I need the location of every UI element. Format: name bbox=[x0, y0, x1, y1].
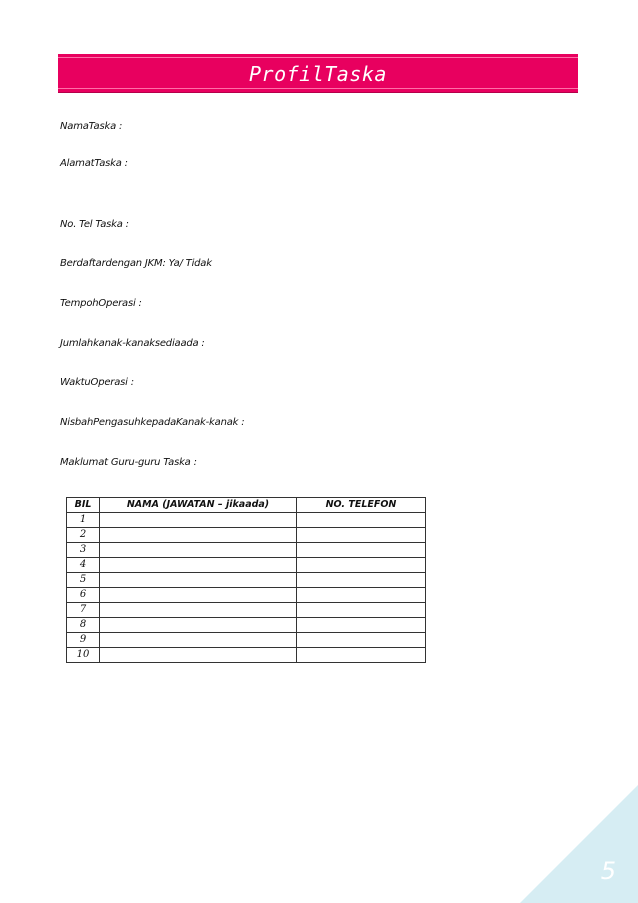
title-bar-bottom-rule bbox=[58, 88, 578, 89]
table-row bbox=[67, 513, 426, 528]
field-maklumat-guru: Maklumat Guru-guru Taska : bbox=[60, 457, 197, 468]
cell-nama[interactable] bbox=[100, 588, 297, 603]
cell-nama[interactable] bbox=[100, 648, 297, 663]
cell-telefon[interactable] bbox=[297, 528, 426, 543]
table-row bbox=[67, 543, 426, 558]
cell-nama[interactable] bbox=[100, 618, 297, 633]
teacher-table bbox=[66, 497, 426, 663]
title-bar bbox=[58, 54, 578, 93]
table-row bbox=[67, 588, 426, 603]
corner-decoration bbox=[520, 785, 638, 903]
cell-bil: 6 bbox=[67, 588, 100, 603]
cell-telefon[interactable] bbox=[297, 513, 426, 528]
cell-nama[interactable] bbox=[100, 528, 297, 543]
cell-nama[interactable] bbox=[100, 573, 297, 588]
cell-nama[interactable] bbox=[100, 558, 297, 573]
cell-telefon[interactable] bbox=[297, 633, 426, 648]
field-waktu-operasi: WaktuOperasi : bbox=[60, 377, 134, 388]
cell-bil: 2 bbox=[67, 528, 100, 543]
cell-nama[interactable] bbox=[100, 603, 297, 618]
cell-bil: 9 bbox=[67, 633, 100, 648]
table-row bbox=[67, 573, 426, 588]
cell-telefon[interactable] bbox=[297, 573, 426, 588]
cell-bil: 8 bbox=[67, 618, 100, 633]
table-row bbox=[67, 618, 426, 633]
cell-nama[interactable] bbox=[100, 543, 297, 558]
table-row bbox=[67, 528, 426, 543]
field-berdaftar-jkm: Berdaftardengan JKM: Ya/ Tidak bbox=[60, 258, 212, 269]
field-jumlah-kanak-kanak: Jumlahkanak-kanaksediaada : bbox=[60, 338, 205, 349]
cell-bil: 5 bbox=[67, 573, 100, 588]
header-nama: NAMA (JAWATAN – jikaada) bbox=[100, 498, 297, 513]
cell-bil: 7 bbox=[67, 603, 100, 618]
cell-bil: 1 bbox=[67, 513, 100, 528]
cell-bil: 3 bbox=[67, 543, 100, 558]
cell-telefon[interactable] bbox=[297, 558, 426, 573]
cell-bil: 10 bbox=[67, 648, 100, 663]
page-title: ProfilTaska bbox=[249, 62, 387, 86]
table-header-row bbox=[67, 498, 426, 513]
page-number: 5 bbox=[600, 857, 616, 885]
cell-telefon[interactable] bbox=[297, 648, 426, 663]
table-row bbox=[67, 603, 426, 618]
table-row bbox=[67, 558, 426, 573]
cell-telefon[interactable] bbox=[297, 603, 426, 618]
table-row bbox=[67, 648, 426, 663]
cell-telefon[interactable] bbox=[297, 618, 426, 633]
field-alamat-taska: AlamatTaska : bbox=[60, 158, 128, 169]
field-nisbah-pengasuh: NisbahPengasuhkepadaKanak-kanak : bbox=[60, 417, 245, 428]
cell-bil: 4 bbox=[67, 558, 100, 573]
header-no-telefon: NO. TELEFON bbox=[297, 498, 426, 513]
cell-telefon[interactable] bbox=[297, 543, 426, 558]
header-bil: BIL bbox=[67, 498, 100, 513]
cell-telefon[interactable] bbox=[297, 588, 426, 603]
cell-nama[interactable] bbox=[100, 513, 297, 528]
field-no-tel-taska: No. Tel Taska : bbox=[60, 219, 129, 230]
field-nama-taska: NamaTaska : bbox=[60, 121, 123, 132]
cell-nama[interactable] bbox=[100, 633, 297, 648]
field-tempoh-operasi: TempohOperasi : bbox=[60, 298, 142, 309]
title-bar-top-rule bbox=[58, 57, 578, 58]
table-row bbox=[67, 633, 426, 648]
